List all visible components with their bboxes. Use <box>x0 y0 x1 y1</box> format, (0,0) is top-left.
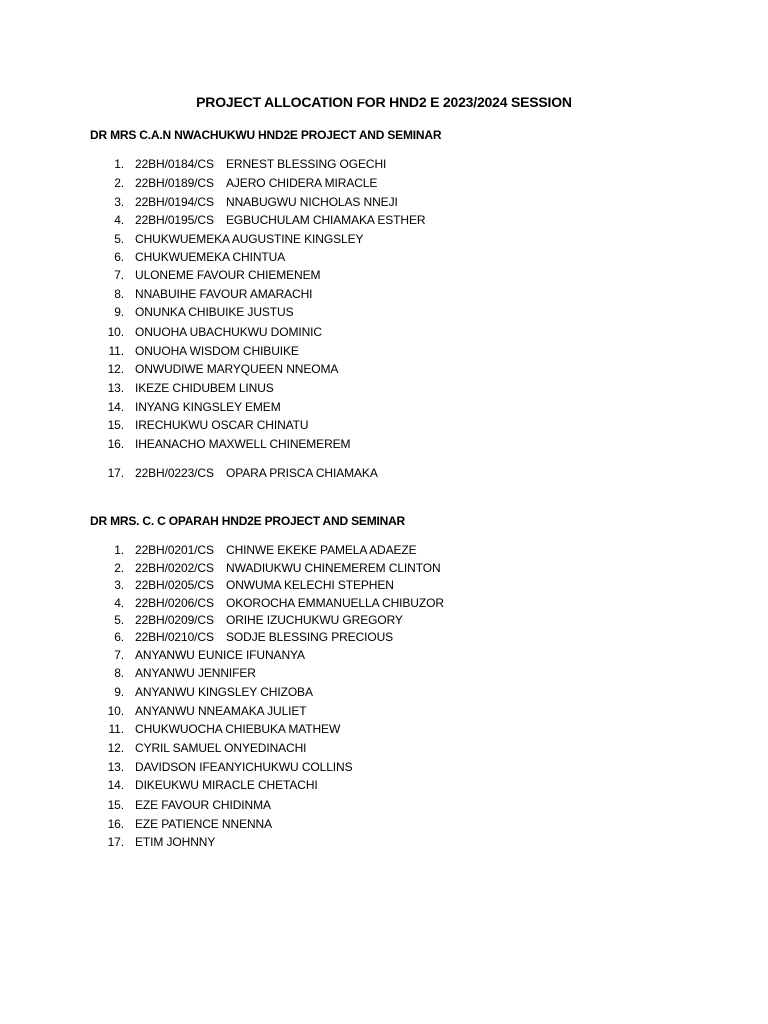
student-name: EGBUCHULAM CHIAMAKA ESTHER <box>226 213 426 227</box>
student-name: IRECHUKWU OSCAR CHINATU <box>135 418 309 432</box>
list-item-text <box>135 400 281 414</box>
list-item-number: 2. <box>114 176 124 190</box>
list-item-number: 16. <box>107 437 124 451</box>
list-item-number: 15. <box>107 798 124 812</box>
list-item-text <box>135 176 377 190</box>
student-name: ONUNKA CHIBUIKE JUSTUS <box>135 305 294 319</box>
registration-number: 22BH/0205/CS <box>135 578 214 592</box>
student-name: NNABUIHE FAVOUR AMARACHI <box>135 287 313 301</box>
list-item-text <box>135 250 285 264</box>
student-name: DAVIDSON IFEANYICHUKWU COLLINS <box>135 760 353 774</box>
student-name: ANYANWU JENNIFER <box>135 666 256 680</box>
student-name: SODJE BLESSING PRECIOUS <box>226 630 394 644</box>
list-item-number: 3. <box>114 578 124 592</box>
list-item-text <box>135 817 272 831</box>
list-item-number: 6. <box>114 250 124 264</box>
student-name: ANYANWU NNEAMAKA JULIET <box>135 704 307 718</box>
student-name: NWADIUKWU CHINEMEREM CLINTON <box>226 561 441 575</box>
list-item-number: 6. <box>114 630 124 644</box>
list-item-text <box>135 596 444 610</box>
student-name: NNABUGWU NICHOLAS NNEJI <box>226 195 398 209</box>
registration-number: 22BH/0206/CS <box>135 596 214 610</box>
list-item-text <box>135 760 352 774</box>
list-item-number: 9. <box>114 305 124 319</box>
student-name: ANYANWU EUNICE IFUNANYA <box>135 648 305 662</box>
student-name: AJERO CHIDERA MIRACLE <box>226 176 378 190</box>
student-name: CYRIL SAMUEL ONYEDINACHI <box>135 741 307 755</box>
registration-number: 22BH/0209/CS <box>135 613 214 627</box>
registration-number: 22BH/0210/CS <box>135 630 214 644</box>
student-name: CHUKWUOCHA CHIEBUKA MATHEW <box>135 722 341 736</box>
list-item-number: 12. <box>107 362 124 376</box>
list-item-number: 11. <box>108 722 124 736</box>
student-name: OPARA PRISCA CHIAMAKA <box>226 466 378 480</box>
list-item-text <box>135 268 320 282</box>
list-item-text <box>135 157 386 171</box>
list-item-number: 1. <box>114 543 124 557</box>
registration-number: 22BH/0223/CS <box>135 466 214 480</box>
list-item-number: 5. <box>114 613 124 627</box>
student-name: ANYANWU KINGSLEY CHIZOBA <box>135 685 313 699</box>
list-item-number: 17. <box>107 835 124 849</box>
list-item-text <box>135 835 215 849</box>
student-name: EZE PATIENCE NNENNA <box>135 817 273 831</box>
list-item-text <box>135 722 340 736</box>
list-item-text <box>135 741 306 755</box>
student-name: IKEZE CHIDUBEM LINUS <box>135 381 274 395</box>
list-item-number: 16. <box>107 817 124 831</box>
student-name: DIKEUKWU MIRACLE CHETACHI <box>135 778 318 792</box>
student-name: INYANG KINGSLEY EMEM <box>135 400 281 414</box>
list-item-text <box>135 213 425 227</box>
list-item-number: 9. <box>114 685 124 699</box>
list-item-text <box>135 305 294 319</box>
student-name: ETIM JOHNNY <box>135 835 216 849</box>
list-item-text <box>135 195 398 209</box>
section-heading-oparah: DR MRS. C. C OPARAH HND2E PROJECT AND SEMINAR <box>90 514 406 528</box>
list-item-number: 2. <box>114 561 124 575</box>
list-item-number: 10. <box>107 704 124 718</box>
student-name: EZE FAVOUR CHIDINMA <box>135 798 271 812</box>
list-item-number: 14. <box>107 400 124 414</box>
student-name: OKOROCHA EMMANUELLA CHIBUZOR <box>226 596 444 610</box>
list-item-number: 4. <box>114 213 124 227</box>
list-item-number: 13. <box>107 760 124 774</box>
list-item-number: 8. <box>114 666 124 680</box>
student-name: CHUKWUEMEKA CHINTUA <box>135 250 286 264</box>
student-name: IHEANACHO MAXWELL CHINEMEREM <box>135 437 351 451</box>
list-item-text <box>135 232 363 246</box>
student-name: CHUKWUEMEKA AUGUSTINE KINGSLEY <box>135 232 364 246</box>
list-item-text <box>135 561 441 575</box>
registration-number: 22BH/0195/CS <box>135 213 214 227</box>
list-item-number: 7. <box>114 268 124 282</box>
student-name: ULONEME FAVOUR CHIEMENEM <box>135 268 321 282</box>
list-item-text <box>135 418 308 432</box>
list-item-number: 7. <box>114 648 124 662</box>
list-item-number: 15. <box>107 418 124 432</box>
student-name: ERNEST BLESSING OGECHI <box>226 157 387 171</box>
list-item-text <box>135 325 322 339</box>
list-item-text <box>135 648 305 662</box>
list-item-text <box>135 466 378 480</box>
student-name: ONUOHA WISDOM CHIBUIKE <box>135 344 299 358</box>
list-item-text <box>135 778 318 792</box>
list-item-text <box>135 704 307 718</box>
list-item-text <box>135 613 403 627</box>
list-item-number: 5. <box>114 232 124 246</box>
list-item-number: 10. <box>107 325 124 339</box>
list-item-number: 17. <box>107 466 124 480</box>
list-item-number: 13. <box>107 381 124 395</box>
list-item-text <box>135 344 299 358</box>
section-heading-nwachukwu: DR MRS C.A.N NWACHUKWU HND2E PROJECT AND SEMINAR <box>90 128 442 142</box>
list-item-number: 8. <box>114 287 124 301</box>
list-item-text <box>135 666 256 680</box>
registration-number: 22BH/0202/CS <box>135 561 214 575</box>
list-item-text <box>135 437 350 451</box>
student-name: CHINWE EKEKE PAMELA ADAEZE <box>226 543 417 557</box>
registration-number: 22BH/0184/CS <box>135 157 214 171</box>
list-item-text <box>135 630 393 644</box>
student-name: ONWUMA KELECHI STEPHEN <box>226 578 394 592</box>
registration-number: 22BH/0201/CS <box>135 543 214 557</box>
list-item-text <box>135 798 271 812</box>
list-item-number: 12. <box>107 741 124 755</box>
student-name: ONWUDIWE MARYQUEEN NNEOMA <box>135 362 339 376</box>
list-item-text <box>135 543 417 557</box>
registration-number: 22BH/0194/CS <box>135 195 214 209</box>
list-item-text <box>135 287 312 301</box>
list-item-number: 1. <box>114 157 124 171</box>
list-item-text <box>135 381 274 395</box>
list-item-text <box>135 362 338 376</box>
student-name: ONUOHA UBACHUKWU DOMINIC <box>135 325 322 339</box>
list-item-number: 4. <box>114 596 124 610</box>
list-item-number: 3. <box>114 195 124 209</box>
list-item-number: 14. <box>107 778 124 792</box>
list-item-number: 11. <box>108 344 124 358</box>
list-item-text <box>135 685 313 699</box>
list-item-text <box>135 578 394 592</box>
document-title: PROJECT ALLOCATION FOR HND2 E 2023/2024 SESSION <box>196 94 572 110</box>
registration-number: 22BH/0189/CS <box>135 176 214 190</box>
student-name: ORIHE IZUCHUKWU GREGORY <box>226 613 403 627</box>
